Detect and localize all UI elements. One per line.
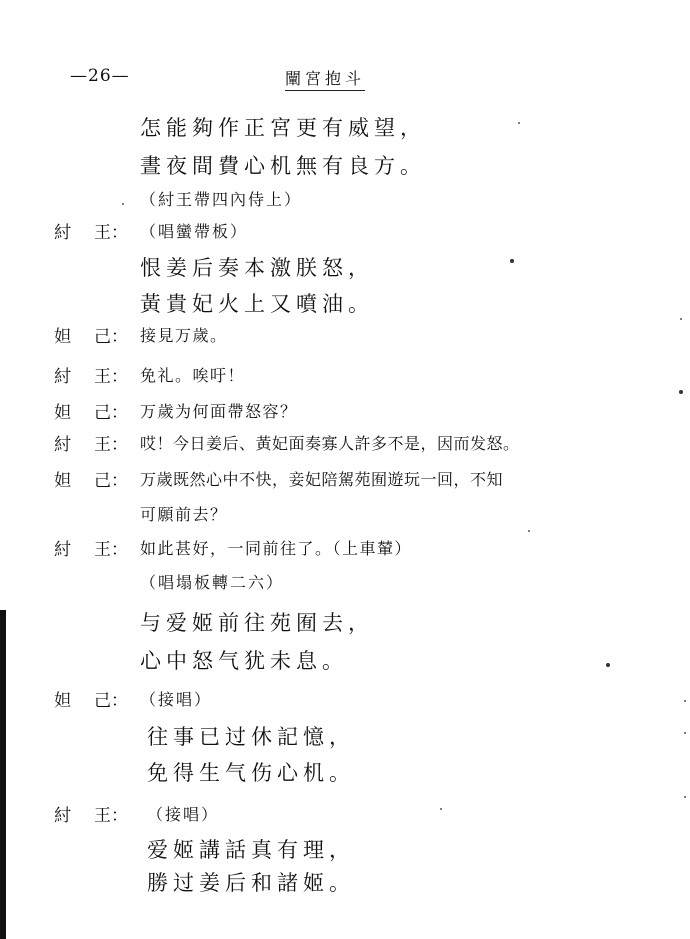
verse-line: 心中怒气犹未息。 bbox=[140, 649, 348, 673]
speech-text: （唱蠻帶板） bbox=[140, 222, 249, 241]
speech-text: （接唱） bbox=[147, 805, 220, 824]
speech-text: 哎！今日姜后、黃妃面奏寡人許多不是，因而发怒。 bbox=[140, 434, 520, 453]
scan-speck bbox=[684, 700, 686, 702]
speaker-label: 妲 己： bbox=[54, 691, 128, 711]
speech-text: 如此甚好，一同前往了。（上車輦） bbox=[140, 539, 413, 558]
verse-line: 黃貴妃火上又噴油。 bbox=[140, 292, 374, 316]
speaker-label: 紂 王： bbox=[54, 806, 128, 826]
speaker-label: 紂 王： bbox=[54, 435, 128, 455]
speech-text: （接唱） bbox=[140, 690, 213, 709]
scan-speck bbox=[684, 732, 686, 734]
scan-speck bbox=[440, 808, 442, 810]
scan-speck bbox=[606, 663, 610, 667]
verse-line: 爱姬講話真有理， bbox=[147, 838, 355, 862]
speech-text: 免礼。唉吁！ bbox=[140, 366, 246, 385]
stage-direction: （唱塌板轉二六） bbox=[140, 573, 285, 592]
speaker-label: 妲 己： bbox=[54, 327, 128, 347]
speech-text: 万歲为何面帶怒容？ bbox=[140, 402, 298, 421]
speaker-label: 妲 己： bbox=[54, 471, 128, 491]
running-title: 闡宮抱斗 bbox=[285, 66, 365, 91]
verse-line: 怎能夠作正宮更有威望， bbox=[140, 116, 426, 140]
stage-direction: （紂王帶四內侍上） bbox=[140, 190, 303, 209]
verse-line: 恨姜后奏本激朕怒， bbox=[140, 256, 374, 280]
scan-speck bbox=[122, 203, 124, 205]
verse-line: 晝夜間費心机無有良方。 bbox=[140, 154, 426, 178]
verse-line: 免得生气伤心机。 bbox=[147, 761, 355, 785]
scan-speck bbox=[679, 390, 683, 394]
verse-line: 与爱姬前往苑囿去， bbox=[140, 611, 374, 635]
scan-speck bbox=[684, 796, 686, 798]
speaker-label: 妲 己： bbox=[54, 403, 128, 423]
page-header bbox=[0, 66, 690, 92]
speaker-label: 紂 王： bbox=[54, 223, 128, 243]
scan-edge-shadow bbox=[0, 610, 6, 939]
verse-line: 往事已过休記憶， bbox=[147, 725, 355, 749]
scan-speck bbox=[518, 122, 520, 124]
speech-continuation: 可願前去？ bbox=[140, 505, 228, 524]
verse-line: 勝过姜后和諸姬。 bbox=[147, 871, 355, 895]
scan-speck bbox=[510, 259, 514, 263]
speaker-label: 紂 王： bbox=[54, 367, 128, 387]
speech-text: 接見万歲。 bbox=[140, 326, 228, 345]
speech-text: 万歲既然心中不快，妾妃陪駕苑囿遊玩一回，不知 bbox=[140, 470, 504, 489]
speaker-label: 紂 王： bbox=[54, 540, 128, 560]
page-number: —26— bbox=[70, 66, 130, 86]
scan-speck bbox=[680, 318, 682, 320]
scan-speck bbox=[528, 530, 530, 532]
